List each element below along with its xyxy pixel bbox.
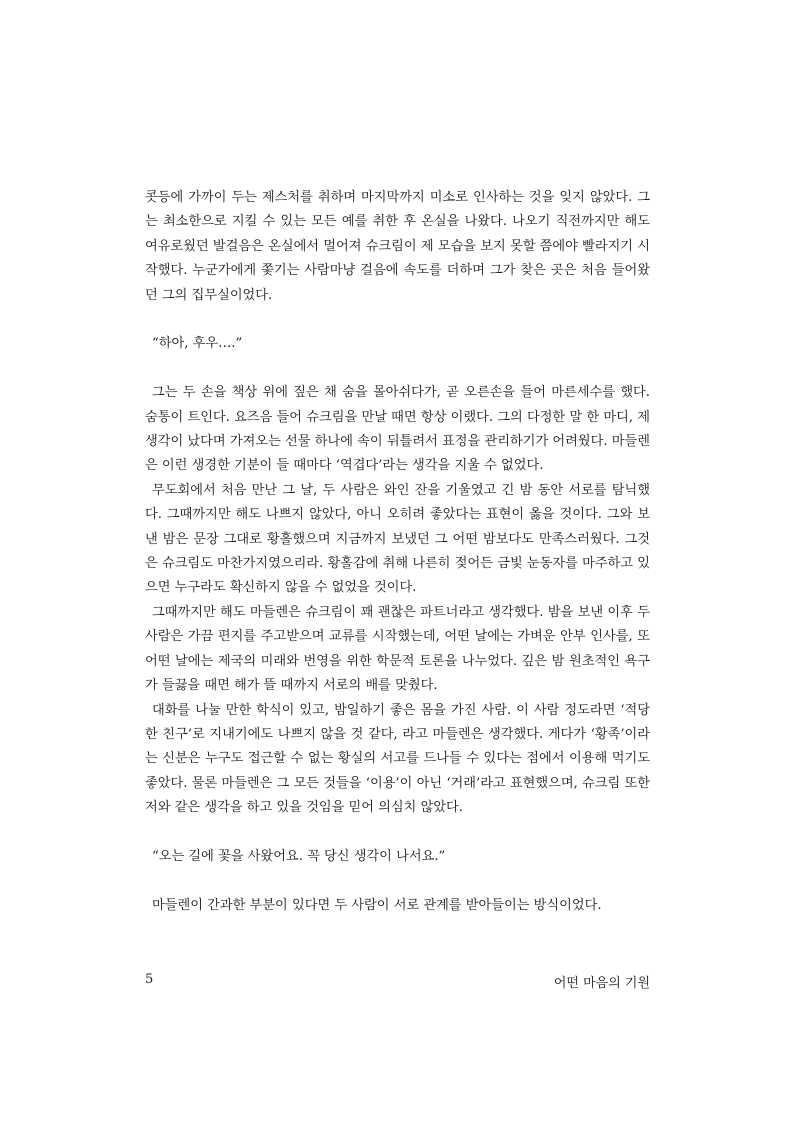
spacer [145, 357, 650, 381]
paragraph: 콧등에 가까이 두는 제스처를 취하며 마지막까지 미소로 인사하는 것을 잊지 않았다. 그는 최소한으로 지킬 수 있는 모든 예를 취한 후 온실을 나왔다. 나오기 직전까지만 해도 여유로웠던 발걸음은 온실에서 멀어져 슈크림이 제 모습을 보지 못할 쯤에야 빨라지기 시작했다. 누군가에게 쫓기는 사람마냥 걸음에 속도를 더하며 그가 찾은 곳은 처음 들어왔던 그의 집무실이었다. [145, 190, 650, 303]
running-footer-title: 어떤 마음의 기원 [553, 976, 650, 991]
paragraph: 그는 두 손을 책상 위에 짚은 채 숨을 몰아쉬다가, 곧 오른손을 들어 마른세수를 했다. 숨통이 트인다. 요즈음 들어 슈크림을 만날 때면 항상 이랬다. 그의 다정한 말 한 마디, 제 생각이 났다며 가져오는 선물 하나에 속이 뒤틀려서 표정을 관리하기가 어려웠다. 마들렌은 이런 생경한 기분이 들 때마다 ‘역겹다’라는 생각을 지울 수 없었다. [145, 385, 650, 474]
paragraph: 무도회에서 처음 만난 그 날, 두 사람은 와인 잔을 기울였고 긴 밤 동안 서로를 탐닉했다. 그때까지만 해도 나쁘지 않았다, 아니 오히려 좋았다는 표현이 옳을 것이다. 그와 보낸 밤은 문장 그대로 황홀했으며 지금까지 보냈던 그 어떤 밤보다도 만족스러웠다. 그것은 슈크림도 마찬가지였으리라. 황홀감에 취해 나른히 젖어든 금빛 눈동자를 마주하고 있으면 누구라도 확신하지 않을 수 없었을 것이다. [145, 482, 650, 596]
paragraph: 그때까지만 해도 마들렌은 슈크림이 꽤 괜찮은 파트너라고 생각했다. 밤을 보낸 이후 두 사람은 가끔 편지를 주고받으며 교류를 시작했는데, 어떤 날에는 가벼운 안부 인사를, 또 어떤 날에는 제국의 미래와 번영을 위한 학문적 토론을 나누었다. 깊은 밤 원초적인 욕구가 들끓을 때면 해가 뜰 때까지 서로의 배를 맞췄다. [145, 604, 650, 694]
spacer [145, 821, 650, 845]
dialogue-line: “오는 길에 꽃을 사왔어요. 꼭 당신 생각이 나서요.” [152, 848, 446, 864]
spacer [145, 308, 650, 332]
page-body [145, 186, 650, 918]
spacer [145, 869, 650, 893]
page-number: 5 [145, 972, 154, 987]
paragraph: 대화를 나눌 만한 학식이 있고, 밤일하기 좋은 몸을 가진 사람. 이 사람 정도라면 ‘적당한 친구’로 지내기에도 나쁘지 않을 것 같다, 라고 마들렌은 생각했다. 게다가 ‘황족’이라는 신분은 누구도 접근할 수 없는 황실의 서고를 드나들 수 있다는 점에서 이용해 먹기도 좋았다. 물론 마들렌은 그 모든 것들을 ‘이용’이 아닌 ‘거래’라고 표현했으며, 슈크림 또한 저와 같은 생각을 하고 있을 것임을 믿어 의심치 않았다. [145, 702, 650, 816]
paragraph: 마들렌이 간과한 부분이 있다면 두 사람이 서로 관계를 받아들이는 방식이었다. [152, 897, 602, 913]
dialogue-line: “하아, 후우….” [152, 336, 243, 352]
